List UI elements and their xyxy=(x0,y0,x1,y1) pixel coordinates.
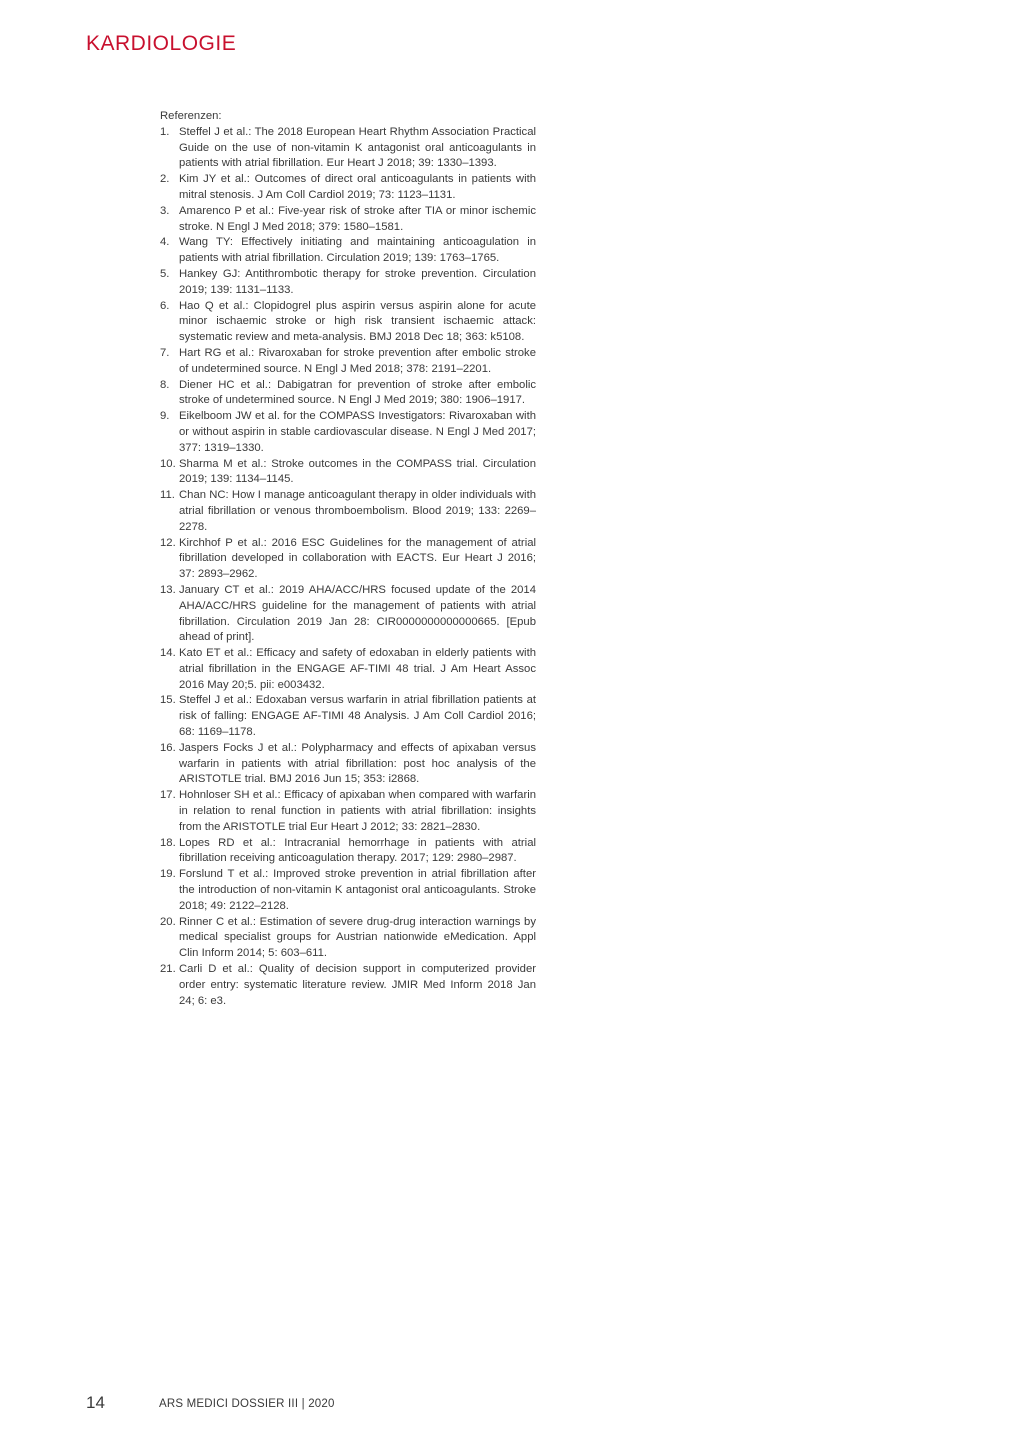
reference-number: 4. xyxy=(160,236,170,249)
reference-item xyxy=(160,646,536,693)
reference-number: 1. xyxy=(160,125,170,138)
reference-number: 13. xyxy=(160,583,176,596)
reference-item xyxy=(160,172,536,204)
reference-number: 19. xyxy=(160,868,176,881)
reference-item xyxy=(160,299,536,346)
reference-text: Lopes RD et al.: Intracranial hemorrhage in patients with atrial fibrillation receiving anticoagulation therapy. 2017; 129: 2980–2987. xyxy=(179,836,536,865)
reference-text: January CT et al.: 2019 AHA/ACC/HRS focused update of the 2014 AHA/ACC/HRS guideline for the management of patients with atrial fibrillation. Circulation 2019 Jan 28: CIR0000000000000665. [Epub ahead of print]. xyxy=(179,583,536,644)
reference-item xyxy=(160,204,536,236)
reference-number: 16. xyxy=(160,741,176,754)
reference-item xyxy=(160,788,536,835)
reference-item xyxy=(160,693,536,740)
reference-number: 9. xyxy=(160,410,170,423)
reference-number: 8. xyxy=(160,378,170,391)
reference-item xyxy=(160,867,536,914)
reference-text: Steffel J et al.: Edoxaban versus warfarin in atrial fibrillation patients at risk of falling: ENGAGE AF-TIMI 48 Analysis. J Am Coll Cardiol 2016; 68: 1169–1178. xyxy=(179,694,536,739)
reference-text: Hankey GJ: Antithrombotic therapy for stroke prevention. Circulation 2019; 139: 1131–1133. xyxy=(179,267,536,296)
reference-text: Kirchhof P et al.: 2016 ESC Guidelines for the management of atrial fibrillation developed in collaboration with EACTS. Eur Heart J 2016; 37: 2893–2962. xyxy=(179,536,536,581)
reference-number: 11. xyxy=(160,489,175,502)
reference-number: 14. xyxy=(160,647,176,660)
reference-number: 7. xyxy=(160,346,170,359)
footer-publication: ARS MEDICI DOSSIER III | 2020 xyxy=(159,1398,335,1410)
reference-text: Kim JY et al.: Outcomes of direct oral anticoagulants in patients with mitral stenosis. J Am Coll Cardiol 2019; 73: 1123–1131. xyxy=(179,173,536,201)
reference-list-block xyxy=(160,109,536,1009)
reference-number: 20. xyxy=(160,915,176,928)
reference-number: 10. xyxy=(160,457,176,470)
reference-text: Hart RG et al.: Rivaroxaban for stroke prevention after embolic stroke of undetermined source. N Engl J Med 2018; 378: 2191–2201. xyxy=(179,346,536,375)
section-title: KARDIOLOGIE xyxy=(86,32,237,55)
reference-text: Diener HC et al.: Dabigatran for prevention of stroke after embolic stroke of undetermined source. N Engl J Med 2019; 380: 1906–1917. xyxy=(179,378,536,407)
reference-text: Steffel J et al.: The 2018 European Heart Rhythm Association Practical Guide on the use of non-vitamin K antagonist oral anticoagulants in patients with atrial fibrillation. Eur Heart J 2018; 39: 1330–1393. xyxy=(179,125,536,170)
reference-number: 15. xyxy=(160,694,176,707)
reference-item xyxy=(160,536,536,583)
references-heading: Referenzen: xyxy=(160,110,222,122)
reference-item xyxy=(160,741,536,788)
reference-item xyxy=(160,125,536,172)
reference-text: Eikelboom JW et al. for the COMPASS Investigators: Rivaroxaban with or without aspirin in stable cardiovascular disease. N Engl J Med 2017; 377: 1319–1330. xyxy=(179,410,536,454)
reference-text: Wang TY: Effectively initiating and maintaining anticoagulation in patients with atrial fibrillation. Circulation 2019; 139: 1763–1765. xyxy=(179,236,536,265)
reference-number: 12. xyxy=(160,536,176,549)
reference-text: Sharma M et al.: Stroke outcomes in the COMPASS trial. Circulation 2019; 139: 1134–1145. xyxy=(179,457,536,486)
reference-item xyxy=(160,235,536,267)
reference-item xyxy=(160,409,536,456)
reference-text: Kato ET et al.: Efficacy and safety of edoxaban in elderly patients with atrial fibrillation in the ENGAGE AF-TIMI 48 trial. J Am Heart Assoc 2016 May 20;5. pii: e003432. xyxy=(179,647,536,691)
reference-item xyxy=(160,962,536,1009)
reference-text: Forslund T et al.: Improved stroke prevention in atrial fibrillation after the introduction of non-vitamin K antagonist oral anticoagulants. Stroke 2018; 49: 2122–2128. xyxy=(179,868,536,912)
reference-number: 6. xyxy=(160,299,170,312)
page-number: 14 xyxy=(86,1393,105,1412)
reference-item xyxy=(160,583,536,646)
reference-item xyxy=(160,836,536,868)
reference-item xyxy=(160,915,536,962)
reference-text: Hao Q et al.: Clopidogrel plus aspirin versus aspirin alone for acute minor ischaemic stroke or high risk transient ischaemic attack: systematic review and meta-analysis. BMJ 2018 Dec 18; 363: k5108. xyxy=(179,299,536,344)
reference-number: 18. xyxy=(160,836,176,849)
reference-text: Chan NC: How I manage anticoagulant therapy in older individuals with atrial fibrillation or venous thromboembolism. Blood 2019; 133: 2269–2278. xyxy=(179,489,536,533)
reference-list xyxy=(160,125,536,1010)
reference-text: Amarenco P et al.: Five-year risk of stroke after TIA or minor ischemic stroke. N Engl J Med 2018; 379: 1580–1581. xyxy=(179,204,536,233)
reference-item xyxy=(160,378,536,410)
reference-item xyxy=(160,488,536,535)
reference-item xyxy=(160,267,536,299)
reference-text: Carli D et al.: Quality of decision support in computerized provider order entry: systematic literature review. JMIR Med Inform 2018 Jan 24; 6: e3. xyxy=(179,963,536,1007)
reference-text: Hohnloser SH et al.: Efficacy of apixaban when compared with warfarin in relation to renal function in patients with atrial fibrillation: insights from the ARISTOTLE trial Eur Heart J 2012; 33: 2821–2830. xyxy=(179,789,536,833)
reference-item xyxy=(160,457,536,489)
reference-number: 5. xyxy=(160,267,170,280)
reference-number: 17. xyxy=(160,789,176,802)
reference-text: Rinner C et al.: Estimation of severe drug-drug interaction warnings by medical specialist groups for Austrian nationwide eMedication. Appl Clin Inform 2014; 5: 603–611. xyxy=(179,915,536,960)
reference-number: 2. xyxy=(160,173,170,186)
reference-number: 3. xyxy=(160,204,170,217)
reference-item xyxy=(160,346,536,378)
reference-number: 21. xyxy=(160,963,176,976)
reference-text: Jaspers Focks J et al.: Polypharmacy and effects of apixaban versus warfarin in patients with atrial fibrillation: post hoc analysis of the ARISTOTLE trial. BMJ 2016 Jun 15; 353: i2868. xyxy=(179,741,536,786)
